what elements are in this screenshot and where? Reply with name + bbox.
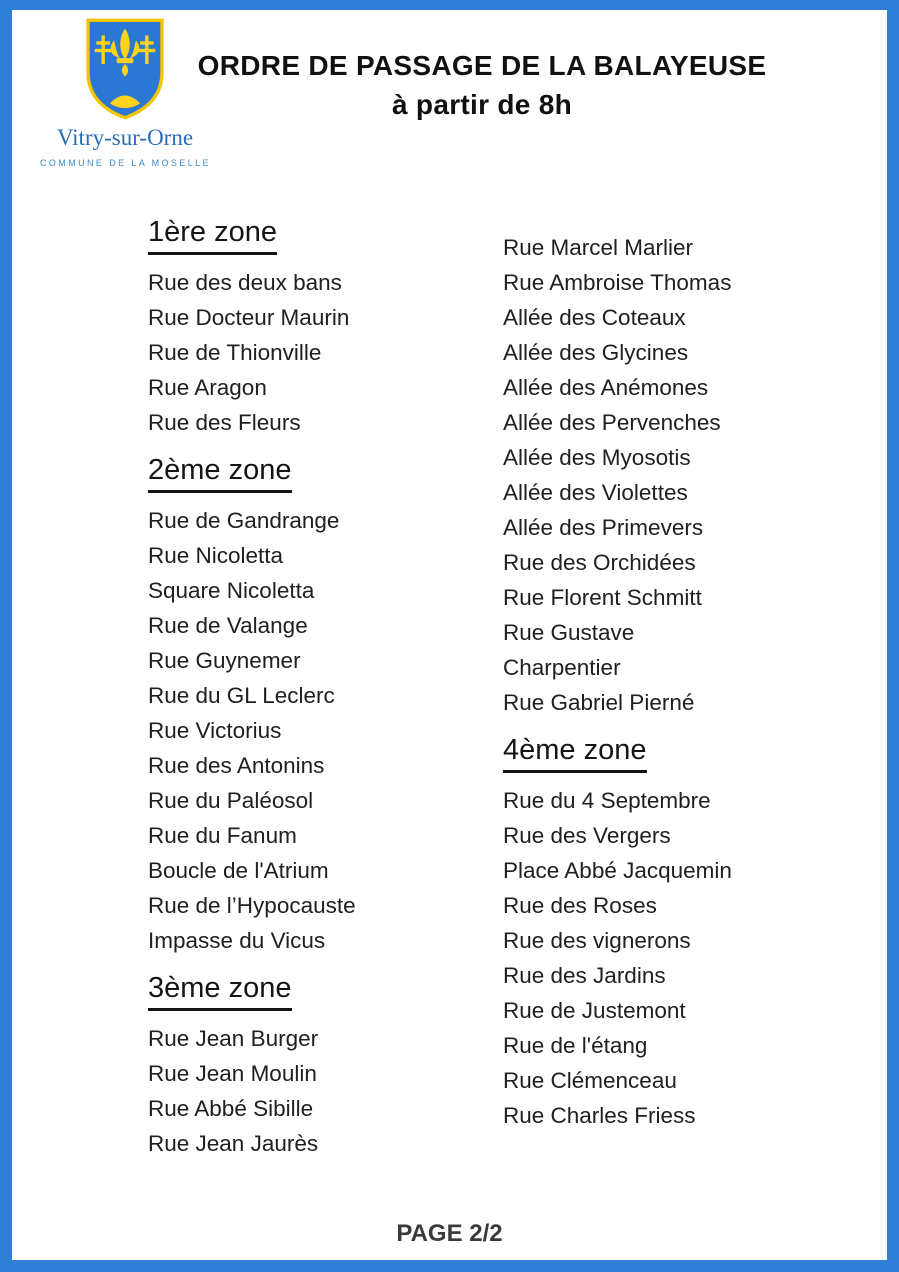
street-item: Rue de l'étang bbox=[503, 1033, 648, 1058]
page-title-line2: à partir de 8h bbox=[391, 89, 573, 120]
street-item: Square Nicoletta bbox=[148, 578, 315, 603]
street-item: Rue Charles Friess bbox=[503, 1103, 696, 1128]
street-item: Rue Gustave bbox=[503, 620, 635, 645]
street-item: Rue du GL Leclerc bbox=[148, 683, 335, 708]
street-item: Rue de Valange bbox=[148, 613, 308, 638]
street-list-column-right bbox=[503, 230, 853, 1133]
street-item: Charpentier bbox=[503, 655, 621, 680]
street-item: Rue Jean Jaurès bbox=[148, 1131, 319, 1156]
street-item: Rue Guynemer bbox=[148, 648, 301, 673]
page-number: PAGE 2/2 bbox=[396, 1220, 503, 1247]
coat-of-arms-icon bbox=[83, 16, 167, 122]
street-item: Rue Abbé Sibille bbox=[148, 1096, 314, 1121]
zone-heading: 2ème zone bbox=[148, 454, 292, 493]
street-item: Rue Clémenceau bbox=[503, 1068, 677, 1093]
street-item: Rue de Justemont bbox=[503, 998, 686, 1023]
street-item: Rue Florent Schmitt bbox=[503, 585, 702, 610]
street-item: Rue des Fleurs bbox=[148, 410, 301, 435]
street-item: Rue des Antonins bbox=[148, 753, 325, 778]
street-item: Rue de Thionville bbox=[148, 340, 322, 365]
street-item: Place Abbé Jacquemin bbox=[503, 858, 732, 883]
street-item: Rue Docteur Maurin bbox=[148, 305, 350, 330]
street-item: Rue de Gandrange bbox=[148, 508, 340, 533]
street-item: Allée des Glycines bbox=[503, 340, 689, 365]
street-item: Rue du Paléosol bbox=[148, 788, 314, 813]
street-list-column-left bbox=[148, 216, 498, 1161]
street-item: Rue des Roses bbox=[503, 893, 657, 918]
street-item: Rue Gabriel Pierné bbox=[503, 690, 695, 715]
commune-subtitle: COMMUNE DE LA MOSELLE bbox=[40, 158, 211, 168]
street-item: Allée des Myosotis bbox=[503, 445, 691, 470]
street-item: Rue Jean Moulin bbox=[148, 1061, 317, 1086]
commune-name: Vitry-sur-Orne bbox=[56, 125, 194, 150]
street-item: Rue du 4 Septembre bbox=[503, 788, 711, 813]
street-item: Rue Marcel Marlier bbox=[503, 235, 694, 260]
zone-heading: 3ème zone bbox=[148, 972, 292, 1011]
street-item: Impasse du Vicus bbox=[148, 928, 326, 953]
street-item: Rue des deux bans bbox=[148, 270, 342, 295]
street-item: Rue des Orchidées bbox=[503, 550, 696, 575]
street-item: Allée des Coteaux bbox=[503, 305, 686, 330]
street-item: Rue Victorius bbox=[148, 718, 282, 743]
street-item: Boucle de l'Atrium bbox=[148, 858, 329, 883]
street-item: Allée des Pervenches bbox=[503, 410, 721, 435]
zone-heading: 1ère zone bbox=[148, 216, 277, 255]
street-item: Rue Ambroise Thomas bbox=[503, 270, 732, 295]
street-item: Rue des Vergers bbox=[503, 823, 671, 848]
page-title bbox=[162, 46, 802, 124]
street-item: Rue de l’Hypocauste bbox=[148, 893, 356, 918]
street-item: Rue Nicoletta bbox=[148, 543, 284, 568]
page-title-line1: ORDRE DE PASSAGE DE LA BALAYEUSE bbox=[197, 50, 767, 81]
street-item: Allée des Violettes bbox=[503, 480, 688, 505]
zone-heading: 4ème zone bbox=[503, 734, 647, 773]
street-item: Rue des Jardins bbox=[503, 963, 666, 988]
street-item: Rue des vignerons bbox=[503, 928, 691, 953]
street-item: Allée des Anémones bbox=[503, 375, 709, 400]
document-page bbox=[12, 10, 887, 1260]
street-item: Rue Aragon bbox=[148, 375, 267, 400]
street-item: Allée des Primevers bbox=[503, 515, 704, 540]
street-item: Rue du Fanum bbox=[148, 823, 297, 848]
street-item: Rue Jean Burger bbox=[148, 1026, 319, 1051]
